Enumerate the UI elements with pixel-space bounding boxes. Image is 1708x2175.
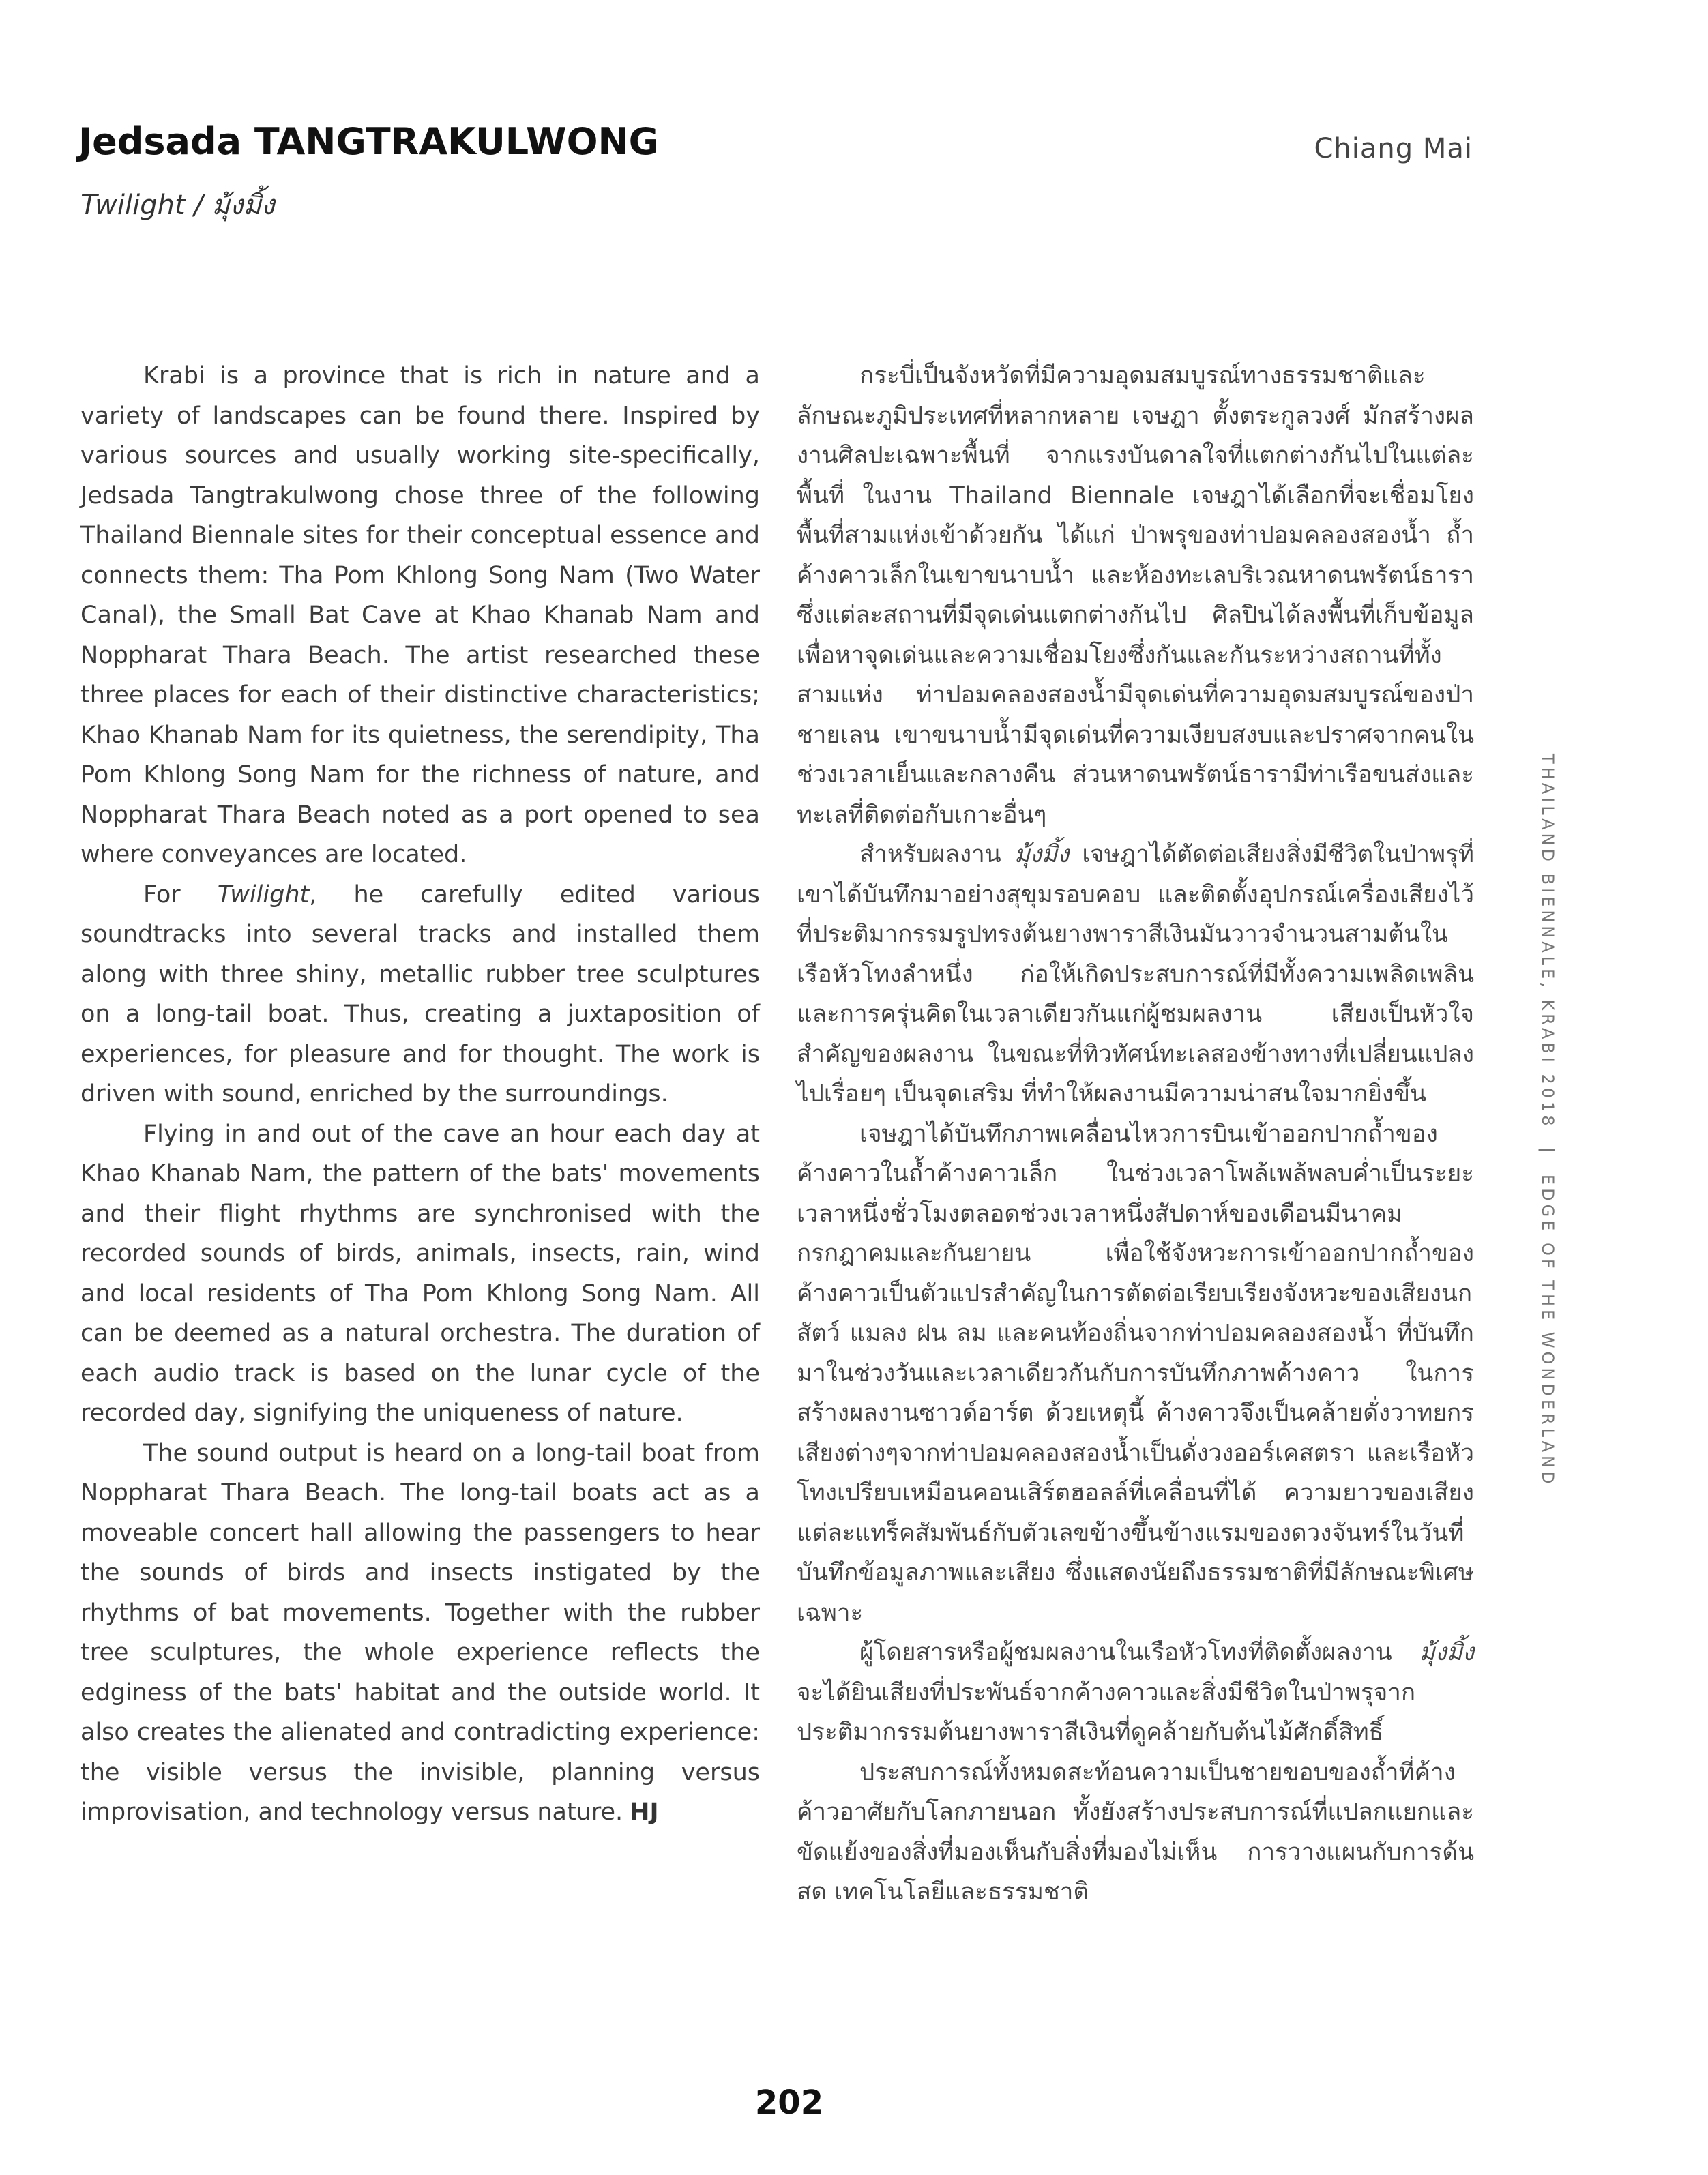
thai-paragraph-3: เจษฎาได้บันทึกภาพเคลื่อนไหวการบินเข้าออกปากถ้ำของค้างคาวในถ้ำค้างคาวเล็ก ในช่วงเวลาโพล้เพล้พลบค่ำเป็นระยะเวลาหนึ่งชั่วโมงตลอดช่วงเวลาหนึ่งสัปดาห์ของเดือนมีนาคม กรกฎาคมและกันยายน เพื่อใช้จังหวะการเข้าออกปากถ้ำของค้างคาวเป็นตัวแปรสำคัญในการตัดต่อเรียบเรียงจังหวะของเสียงนก สัตว์ แมลง ฝน ลม และคนท้องถิ่นจากท่าปอมคลองสองน้ำ ที่บันทึกมาในช่วงวันและเวลาเดียวกันกับการบันทึกภาพค้างคาว ในการสร้างผลงานซาวด์อาร์ต ด้วยเหตุนี้ ค้างคาวจึงเป็นคล้ายดั่งวาทยกร เสียงต่างๆจากท่าปอมคลองสองน้ำเป็นดั่งวงออร์เคสตรา และเรือหัวโทงเปรียบเหมือนคอนเสิร์ตฮอลล์ที่เคลื่อนที่ได้ ความยาวของเสียงแต่ละแทร็คสัมพันธ์กับตัวเลขข้างขึ้นข้างแรมของดวงจันทร์ในวันที่บันทึกข้อมูลภาพและเสียง ซึ่งแสดงนัยถึงธรรมชาติที่มีลักษณะพิเศษเฉพาะ: [797, 1120, 1474, 1627]
running-head-separator: |: [1538, 1147, 1557, 1157]
running-head-publication: THAILAND BIENNALE, KRABI 2018: [1538, 754, 1557, 1129]
artist-name: Jedsada TANGTRAKULWONG: [78, 120, 660, 163]
running-head-theme: EDGE OF THE WONDERLAND: [1538, 1174, 1557, 1488]
thai-p4-work-title: มุ้งมิ้ง: [1419, 1639, 1474, 1666]
english-paragraph-2: [80, 875, 760, 1114]
english-column: [80, 356, 760, 1833]
english-p2-body: , he carefully edited various soundtracks into several tracks and installed them along with three shiny, metallic rubber tree sculptures on a long-tail boat. Thus, creating a juxtaposition of experiences, for pleasure and for thought. The work is driven with sound, enriched by the surroundings.: [80, 881, 760, 1108]
artist-location: Chiang Mai: [1314, 133, 1473, 164]
thai-p4-body: จะได้ยินเสียงที่ประพันธ์จากค้างคาวและสิ่งมีชีวิตในป่าพรุจากประติมากรรมต้นยางพาราสีเงินที่ดูคล้ายกับต้นไม้ศักดิ์สิทธิ์: [797, 1678, 1416, 1746]
thai-paragraph-1: กระบี่เป็นจังหวัดที่มีความอุดมสมบูรณ์ทางธรรมชาติและลักษณะภูมิประเทศที่หลากหลาย เจษฎา ตั้งตระกูลวงศ์ มักสร้างผลงานศิลปะเฉพาะพื้นที่ จากแรงบันดาลใจที่แตกต่างกันไปในแต่ละพื้นที่ ในงาน Thailand Biennale เจษฎาได้เลือกที่จะเชื่อมโยงพื้นที่สามแห่งเข้าด้วยกัน ได้แก่ ป่าพรุของท่าปอมคลองสองน้ำ ถ้ำค้างคาวเล็กในเขาขนาบน้ำ และห้องทะเลบริเวณหาดนพรัตน์ธารา ซึ่งแต่ละสถานที่มีจุดเด่นแตกต่างกันไป ศิลปินได้ลงพื้นที่เก็บข้อมูลเพื่อหาจุดเด่นและความเชื่อมโยงซึ่งกันและกันระหว่างสถานที่ทั้งสามแห่ง ท่าปอมคลองสองน้ำมีจุดเด่นที่ความอุดมสมบูรณ์ของป่าชายเลน เขาขนาบน้ำมีจุดเด่นที่ความเงียบสงบและปราศจากคนในช่วงเวลาเย็นและกลางคืน ส่วนหาดนพรัตน์ธารามีท่าเรือขนส่งและทะเลที่ติดต่อกับเกาะอื่นๆ: [797, 362, 1474, 829]
english-p2-lead: For: [143, 881, 218, 908]
running-head: [1538, 754, 1557, 1487]
thai-p4-lead: ผู้โดยสารหรือผู้ชมผลงานในเรือหัวโทงที่ติดตั้งผลงาน: [859, 1639, 1419, 1666]
thai-p2-work-title: มุ้งมิ้ง: [1014, 841, 1070, 868]
thai-paragraph-4: [797, 1633, 1474, 1753]
thai-p2-body: เจษฎาได้ตัดต่อเสียงสิ่งมีชีวิตในป่าพรุที่เขาได้บันทึกมาอย่างสุขุมรอบคอบ และติดตั้งอุปกรณ์เครื่องเสียงไว้ที่ประติมากรรมรูปทรงต้นยางพาราสีเงินมันวาวจำนวนสามต้นในเรือหัวโทงลำหนึ่ง ก่อให้เกิดประสบการณ์ที่มีทั้งความเพลิดเพลินและการครุ่นคิดในเวลาเดียวกันแก่ผู้ชมผลงาน เสียงเป็นหัวใจสำคัญของผลงาน ในขณะที่ทิวทัศน์ทะเลสองข้างทางที่เปลี่ยนแปลงไปเรื่อยๆ เป็นจุดเสริม ที่ทำให้ผลงานมีความน่าสนใจมากยิ่งขึ้น: [797, 841, 1474, 1108]
english-p2-work-title: Twilight: [217, 881, 310, 908]
author-signature: HJ: [630, 1799, 659, 1826]
thai-column: [797, 356, 1474, 1912]
page-number: 202: [754, 2084, 824, 2122]
english-paragraph-1: Krabi is a province that is rich in nature and a variety of landscapes can be found there. Inspired by various sources and usually working site-specifically, Jedsada Tangtrakulwong chose three of the following Thailand Biennale sites for their conceptual essence and connects them: Tha Pom Khlong Song Nam (Two Water Canal), the Small Bat Cave at Khao Khanab Nam and Noppharat Thara Beach. The artist researched these three places for each of their distinctive characteristics; Khao Khanab Nam for its quietness, the serendipity, Tha Pom Khlong Song Nam for the richness of nature, and Noppharat Thara Beach noted as a port opened to sea where conveyances are located.: [80, 362, 760, 868]
english-paragraph-4: [80, 1434, 760, 1833]
thai-paragraph-2: [797, 835, 1474, 1114]
thai-p2-lead: สำหรับผลงาน: [859, 841, 1014, 868]
english-paragraph-3: Flying in and out of the cave an hour each day at Khao Khanab Nam, the pattern of the bats' movements and their flight rhythms are synchronised with the recorded sounds of birds, animals, insects, rain, wind and local residents of Tha Pom Khlong Song Nam. All can be deemed as a natural orchestra. The duration of each audio track is based on the lunar cycle of the recorded day, signifying the uniqueness of nature.: [80, 1120, 760, 1427]
work-title: Twilight / มุ้งมิ้ง: [80, 190, 275, 221]
thai-paragraph-5: ประสบการณ์ทั้งหมดสะท้อนความเป็นชายขอบของถ้ำที่ค้างค้าวอาศัยกับโลกภายนอก ทั้งยังสร้างประสบการณ์ที่แปลกแยกและขัดแย้งของสิ่งที่มองเห็นกับสิ่งที่มองไม่เห็น การวางแผนกับการด้นสด เทคโนโลยีและธรรมชาติ: [797, 1758, 1474, 1906]
english-p4-body: The sound output is heard on a long-tail boat from Noppharat Thara Beach. The long-tail boats act as a moveable concert hall allowing the passengers to hear the sounds of birds and insects instigated by the rhythms of bat movements. Together with the rubber tree sculptures, the whole experience reflects the edginess of the bats' habitat and the outside world. It also creates the alienated and contradicting experience: the visible versus the invisible, planning versus improvisation, and technology versus nature.: [80, 1439, 760, 1826]
